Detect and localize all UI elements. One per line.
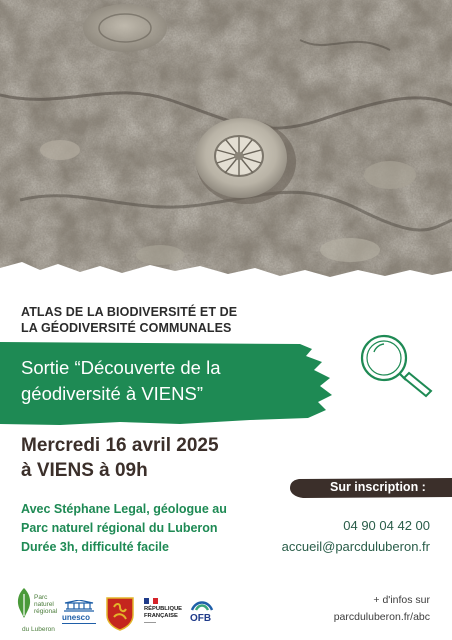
parc-luberon-logo [16, 586, 56, 634]
guide-info [21, 500, 227, 557]
unesco-divider [62, 623, 96, 627]
registration-label: Sur inscription : [330, 480, 426, 494]
atlas-title-line1: ATLAS DE LA BIODIVERSITÉ ET DE [21, 305, 238, 319]
ofb-logo [186, 598, 218, 632]
event-title-line1: Sortie “Découverte de la [21, 357, 221, 378]
parc-logo-line3: régional [34, 608, 58, 615]
guide-line2: Parc naturel régional du Luberon [21, 521, 218, 535]
contact-info [282, 515, 430, 557]
parc-logo-line4: du Luberon [22, 626, 55, 633]
unesco-logo [62, 600, 98, 628]
guide-line1: Avec Stéphane Legal, géologue au [21, 502, 227, 516]
event-title-line2: géodiversité à VIENS” [21, 383, 204, 404]
event-date: Mercredi 16 avril 2025 [21, 435, 219, 456]
unesco-temple-icon [62, 600, 96, 612]
ofb-label: OFB [190, 613, 212, 624]
duration-difficulty: Durée 3h, difficulté facile [21, 540, 169, 554]
more-info-label: + d'infos sur [373, 594, 430, 606]
magnifying-glass-icon [354, 330, 436, 400]
event-date-time [21, 433, 219, 483]
ofb-emblem-icon [190, 598, 214, 612]
hero-rock-photo [0, 0, 452, 300]
atlas-title-line2: LA GÉODIVERSITÉ COMMUNALES [21, 321, 232, 335]
website-link[interactable]: parcduluberon.fr/abc [333, 611, 430, 623]
republique-francaise-logo [144, 598, 182, 632]
parc-leaf-icon [16, 588, 32, 618]
republique-line1: RÉPUBLIQUE [144, 606, 183, 612]
more-info [334, 592, 430, 626]
parc-logo-line1: Parc [34, 594, 48, 601]
motto-divider [144, 622, 156, 623]
rock-fossil-image [0, 0, 452, 300]
republique-line2: FRANÇAISE [144, 612, 178, 619]
unesco-label: unesco [62, 613, 91, 622]
phone-number[interactable]: 04 90 04 42 00 [343, 518, 430, 533]
partner-logos [14, 582, 224, 634]
parc-logo-line2: naturel [34, 601, 54, 608]
event-title [21, 355, 321, 407]
atlas-title [21, 304, 261, 336]
french-flag-icon [144, 598, 158, 604]
event-time: à VIENS à 09h [21, 460, 148, 481]
email-link[interactable]: accueil@parcduluberon.fr [281, 539, 430, 554]
vaucluse-shield-logo [106, 597, 134, 631]
